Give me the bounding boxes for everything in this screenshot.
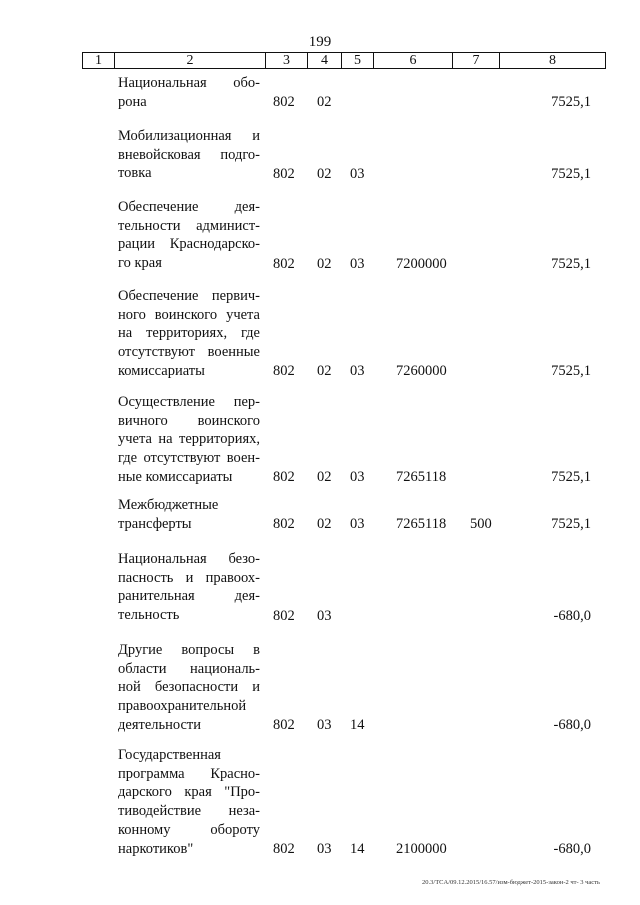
row-name-line: Обеспечение первич-: [118, 288, 260, 304]
row-name-line: Мобилизационная и: [118, 128, 260, 144]
row-name-line: вичного воинского: [118, 412, 260, 429]
row-cell-c3: 802: [273, 255, 295, 272]
row-cell-c4: 03: [317, 841, 332, 857]
header-col-6: 6: [374, 53, 453, 68]
row-cell-c8: -680,0: [553, 717, 591, 734]
row-cell-c8: 7525,1: [551, 165, 591, 182]
row-name-line: товка: [118, 165, 152, 182]
row-cell-c5: 03: [350, 516, 365, 533]
row-cell-c8: -680,0: [553, 841, 591, 857]
row-cell-c8: 7525,1: [551, 363, 591, 380]
row-cell-c4: 02: [317, 255, 332, 272]
row-name-line: правоохранительной: [118, 698, 247, 715]
row-name-line: го края: [118, 255, 162, 272]
row-cell-c3: 802: [273, 841, 295, 857]
row-name-line: отсутствуют военные: [118, 344, 260, 361]
row-name-line: рона: [118, 93, 147, 110]
row-name-line: где отсутствуют воен-: [118, 450, 260, 467]
row-cell-c5: 14: [350, 841, 365, 857]
row-name-line: на территориях, где: [118, 325, 260, 342]
row-cell-c4: 02: [317, 516, 332, 533]
row-cell-c3: 802: [273, 469, 295, 486]
row-cell-c6: 7260000: [396, 363, 447, 380]
row-cell-c6: 7200000: [396, 255, 447, 272]
header-col-4: 4: [308, 53, 342, 68]
row-name-line: Межбюджетные: [118, 497, 219, 513]
row-name-line: наркотиков": [118, 840, 194, 857]
row-cell-c7: 500: [470, 516, 492, 533]
row-cell-c3: 802: [273, 717, 295, 734]
row-cell-c4: 02: [317, 469, 332, 486]
row-cell-c3: 802: [273, 516, 295, 533]
row-name-line: Национальная обо-: [118, 75, 260, 91]
row-name: [118, 641, 260, 735]
row-name-line: Другие вопросы в: [118, 642, 260, 658]
row-name-line: трансферты: [118, 515, 192, 532]
header-col-2: 2: [115, 53, 266, 68]
row-name: [118, 550, 260, 625]
page-number: 199: [308, 34, 332, 50]
row-cell-c5: 03: [350, 469, 365, 486]
row-name-line: программа Красно-: [118, 765, 260, 782]
row-name-line: ной безопасности и: [118, 679, 260, 696]
row-name-line: тельность: [118, 607, 180, 624]
header-col-8: 8: [549, 53, 556, 68]
row-name-line: ранительная дея-: [118, 588, 260, 605]
row-name-line: Обеспечение дея-: [118, 199, 260, 215]
row-cell-c3: 802: [273, 94, 295, 111]
table-header-row: [82, 52, 606, 69]
row-cell-c3: 802: [273, 607, 295, 624]
row-cell-c4: 02: [317, 165, 332, 182]
row-cell-c3: 802: [273, 165, 295, 182]
row-cell-c8: 7525,1: [551, 469, 591, 486]
row-cell-c5: 03: [350, 363, 365, 380]
row-cell-c4: 03: [317, 607, 332, 624]
row-name-line: ные комиссариаты: [118, 468, 233, 485]
row-name-line: тельности админист-: [118, 217, 260, 234]
row-cell-c4: 02: [317, 94, 332, 111]
row-name-line: пасность и правоох-: [118, 569, 260, 586]
row-name-line: деятельности: [118, 716, 202, 733]
row-cell-c6: 7265118: [396, 469, 447, 486]
row-name-line: Осуществление пер-: [118, 394, 260, 410]
row-cell-c3: 802: [273, 363, 295, 380]
header-col-3: 3: [266, 53, 308, 68]
row-name-line: Государственная: [118, 747, 221, 763]
row-name-line: ного воинского учета: [118, 306, 260, 323]
row-cell-c6: 2100000: [396, 841, 447, 857]
row-name-line: области националь-: [118, 660, 260, 677]
row-name-line: конному обороту: [118, 821, 260, 838]
row-cell-c5: 14: [350, 717, 365, 734]
row-name-line: учета на территориях,: [118, 431, 260, 448]
row-cell-c5: 03: [350, 165, 365, 182]
row-cell-c5: 03: [350, 255, 365, 272]
row-name: [118, 198, 260, 273]
row-name-line: комиссариаты: [118, 362, 205, 379]
row-name: [118, 287, 260, 381]
row-name-line: рации Краснодарско-: [118, 236, 260, 253]
header-col-7: 7: [453, 53, 500, 68]
row-cell-c8: -680,0: [553, 607, 591, 624]
row-name-line: вневойсковая подго-: [118, 146, 260, 163]
header-col-5: 5: [342, 53, 374, 68]
row-name: [118, 393, 260, 487]
row-name: [118, 127, 260, 183]
row-cell-c4: 03: [317, 717, 332, 734]
row-name-line: дарского края "Про-: [118, 784, 260, 801]
row-cell-c8: 7525,1: [551, 516, 591, 533]
row-cell-c8: 7525,1: [551, 255, 591, 272]
row-name-line: Национальная безо-: [118, 551, 260, 567]
footer-file-path: 20.3/TCA/09.12.2015/16.57/изм-бюджет-2015-закон-2 чт- 3 часть: [422, 879, 600, 886]
row-cell-c6: 7265118: [396, 516, 447, 533]
row-name: [118, 746, 260, 858]
row-cell-c8: 7525,1: [551, 94, 591, 111]
header-col-1: 1: [83, 53, 115, 68]
row-cell-c4: 02: [317, 363, 332, 380]
row-name-line: тиводействие неза-: [118, 803, 260, 820]
row-name: [118, 74, 260, 111]
row-name: [118, 496, 260, 533]
